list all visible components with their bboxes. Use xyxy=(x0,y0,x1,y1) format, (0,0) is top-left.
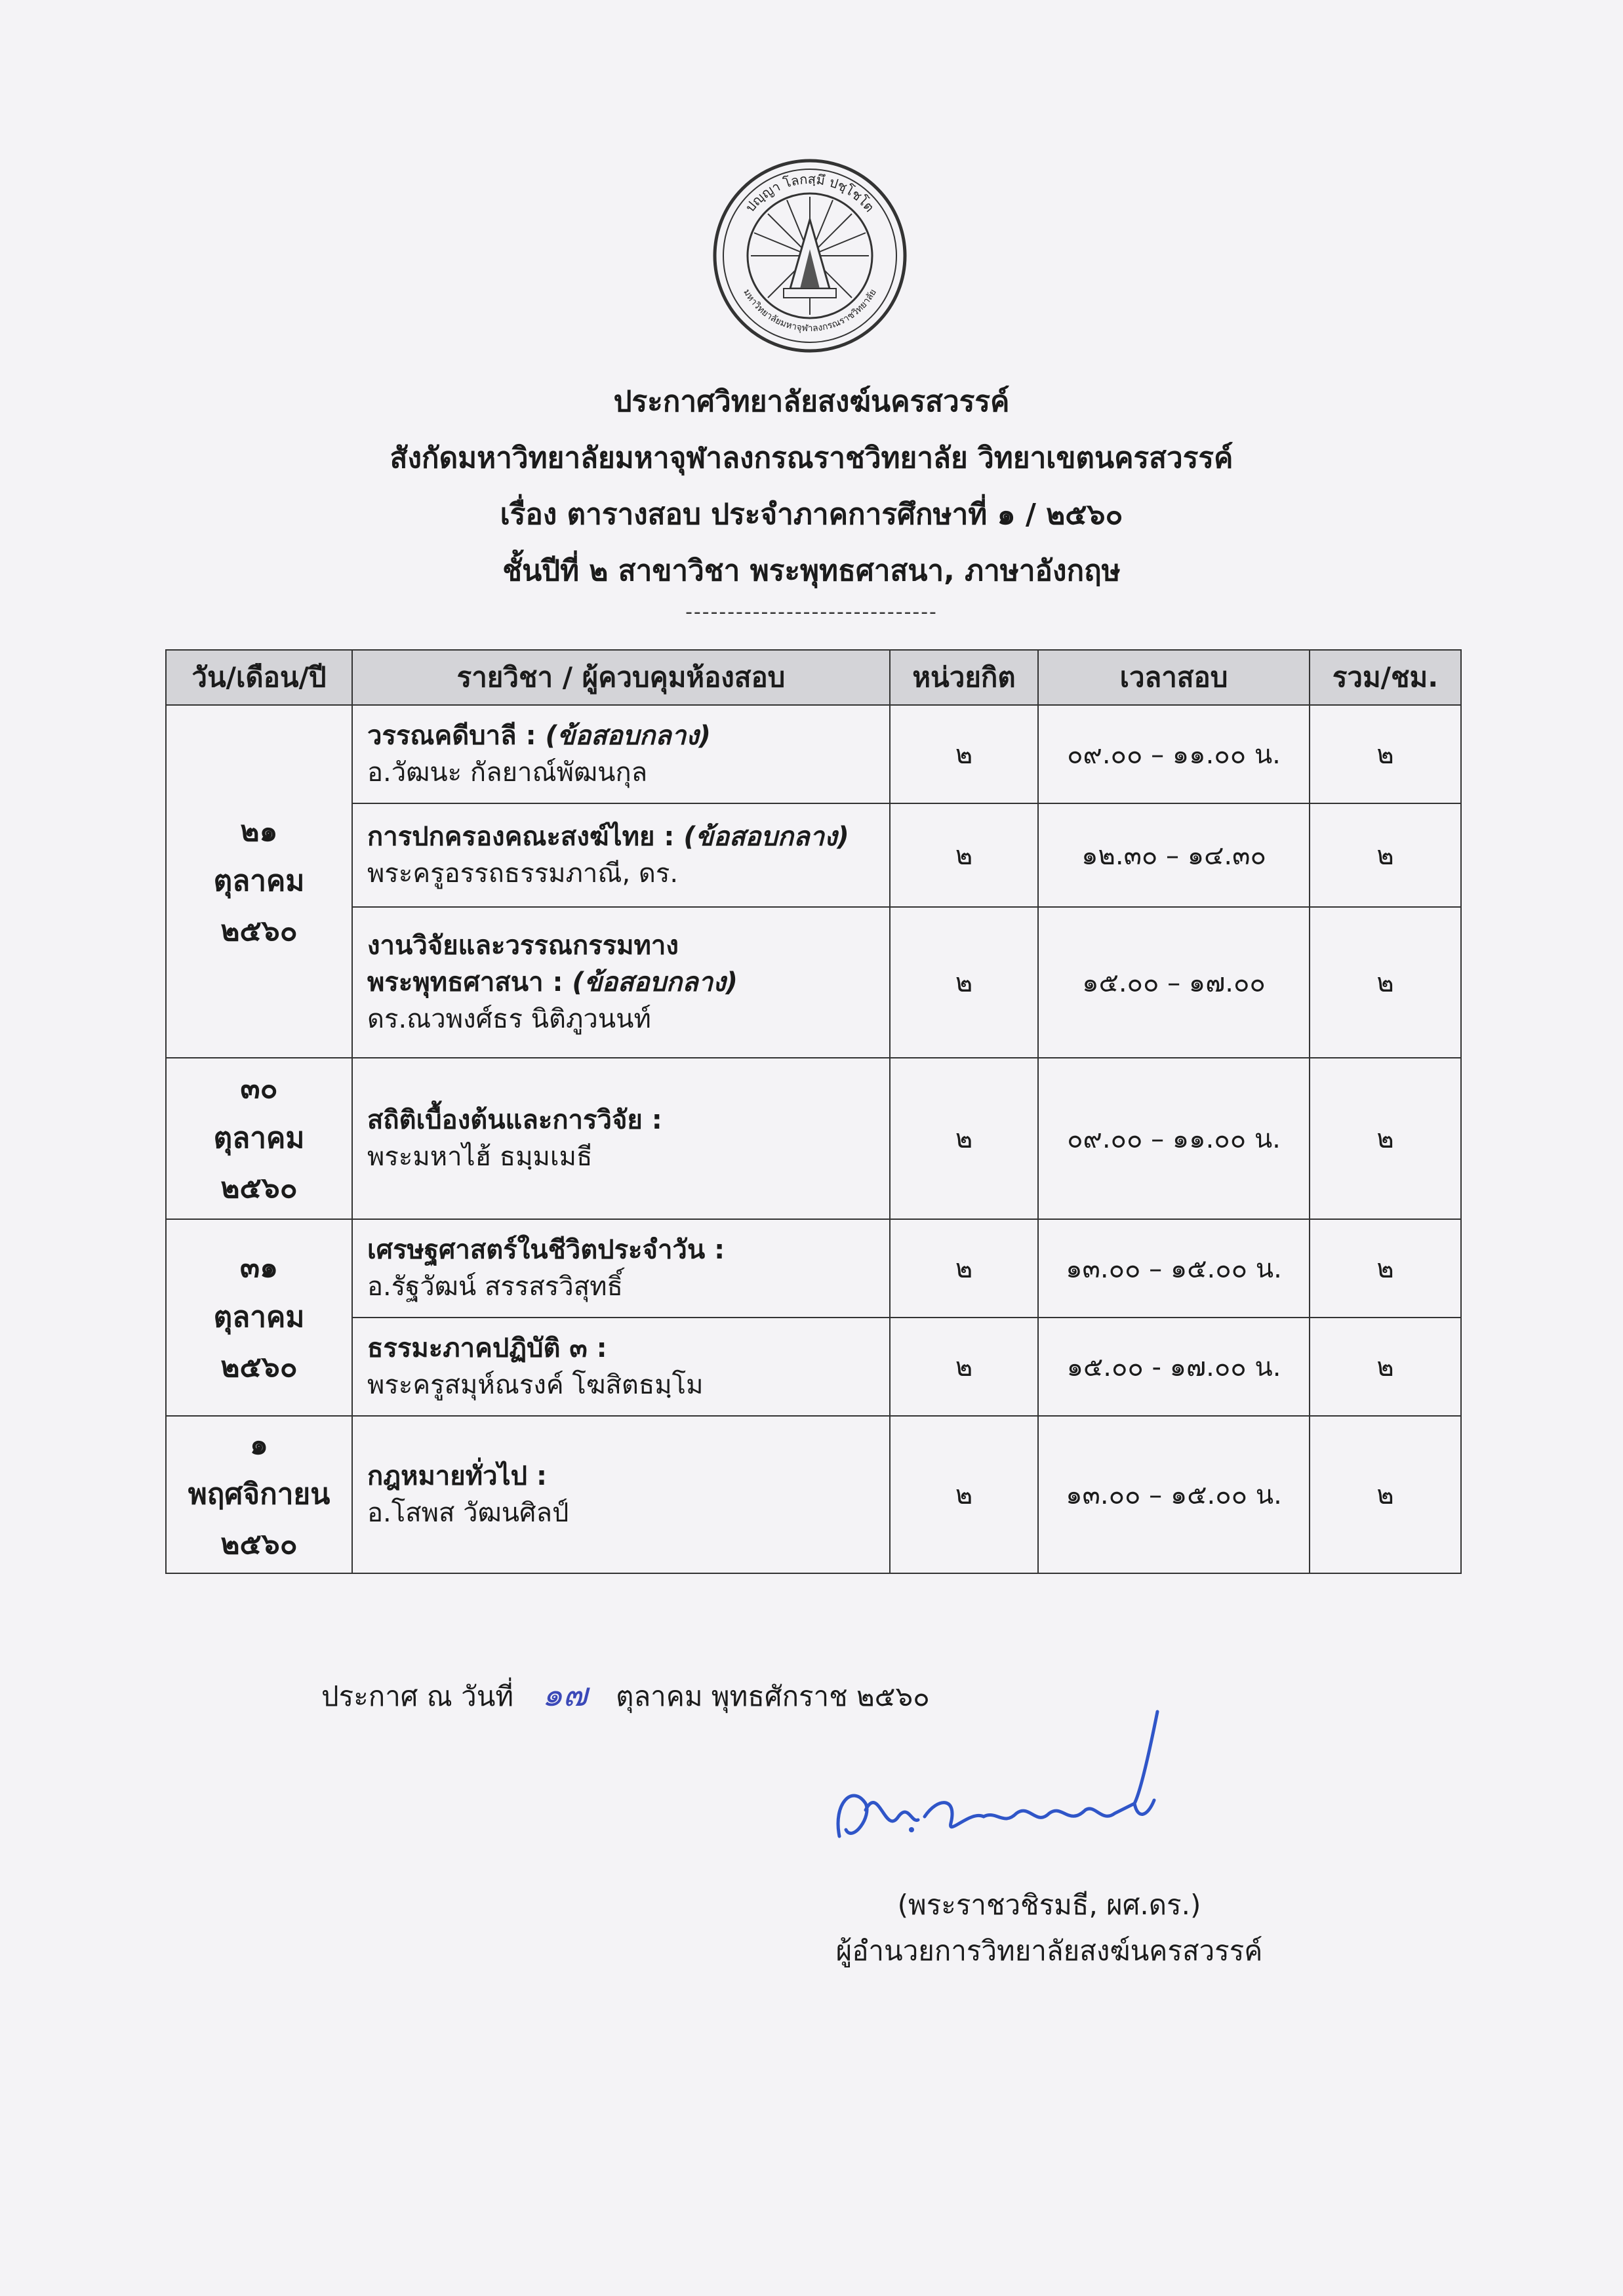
subject-note: (ข้อสอบกลาง) xyxy=(545,721,711,751)
signer-block xyxy=(721,1882,1377,1974)
university-seal xyxy=(711,157,908,354)
col-header-time: เวลาสอบ xyxy=(1038,650,1310,705)
hours-cell: ๒ xyxy=(1310,907,1461,1058)
time-cell: ๑๒.๓๐ – ๑๔.๓๐ xyxy=(1038,803,1310,907)
col-header-credits: หน่วยกิต xyxy=(890,650,1038,705)
date-month: ตุลาคม xyxy=(213,1121,305,1155)
subject-cell xyxy=(352,1416,890,1573)
date-cell xyxy=(166,1416,352,1573)
announce-prefix: ประกาศ ณ วันที่ xyxy=(321,1680,514,1712)
proctor-name: อ.วัฒนะ กัลยาณ์พัฒนกุล xyxy=(367,757,648,788)
date-day: ๒๑ xyxy=(240,815,278,848)
time-cell: ๑๕.๐๐ – ๑๗.๐๐ xyxy=(1038,907,1310,1058)
signature-image xyxy=(826,1705,1167,1869)
seal-text-bottom: มหาวิทยาลัยมหาจุฬาลงกรณราชวิทยาลัย xyxy=(741,287,879,334)
announce-suffix: ตุลาคม พุทธศักราช ๒๕๖๐ xyxy=(616,1680,930,1712)
subject-note: (ข้อสอบกลาง) xyxy=(683,822,849,852)
proctor-name: อ.รัฐวัฒน์ สรรสรวิสุทธิ์ xyxy=(367,1272,623,1302)
col-header-date: วัน/เดือน/ปี xyxy=(166,650,352,705)
proctor-name: พระมหาไฮ้ ธมฺมเมธี xyxy=(367,1142,593,1172)
table-row xyxy=(166,907,1461,1058)
proctor-name: พระครูอรรถธรรมภาณี, ดร. xyxy=(367,858,679,889)
date-cell xyxy=(166,1219,352,1416)
header-line-1: ประกาศวิทยาลัยสงฆ์นครสวรรค์ xyxy=(613,385,1010,418)
credits-cell: ๒ xyxy=(890,907,1038,1058)
exam-schedule-table xyxy=(165,649,1462,1574)
date-cell xyxy=(166,1058,352,1219)
header-line-3: เรื่อง ตารางสอบ ประจำภาคการศึกษาที่ ๑ / ๒๕๖๐ xyxy=(500,498,1123,531)
announcement-header xyxy=(0,374,1623,626)
signer-name: (พระราชวชิรมธี, ผศ.ดร.) xyxy=(897,1889,1201,1921)
date-year: ๒๕๖๐ xyxy=(220,1171,298,1205)
header-rule: ------------------------------ xyxy=(685,601,938,624)
col-header-hours: รวม/ชม. xyxy=(1310,650,1461,705)
date-cell xyxy=(166,705,352,1058)
date-month: ตุลาคม xyxy=(213,864,305,898)
table-row xyxy=(166,1416,1461,1573)
subject-cell xyxy=(352,1219,890,1318)
subject-cell xyxy=(352,1318,890,1416)
credits-cell: ๒ xyxy=(890,1219,1038,1318)
time-cell: ๐๙.๐๐ – ๑๑.๐๐ น. xyxy=(1038,705,1310,803)
subject-cell xyxy=(352,1058,890,1219)
col-header-subject: รายวิชา / ผู้ควบคุมห้องสอบ xyxy=(352,650,890,705)
table-row xyxy=(166,1058,1461,1219)
table-header-row xyxy=(166,650,1461,705)
credits-cell: ๒ xyxy=(890,803,1038,907)
proctor-name: อ.โสพส วัฒนศิลป์ xyxy=(367,1498,569,1528)
subject-cell xyxy=(352,705,890,803)
hours-cell: ๒ xyxy=(1310,1416,1461,1573)
subject-name-cont: พระพุทธศาสนา : xyxy=(367,967,572,997)
subject-note: (ข้อสอบกลาง) xyxy=(572,967,738,997)
credits-cell: ๒ xyxy=(890,705,1038,803)
hours-cell: ๒ xyxy=(1310,803,1461,907)
date-day: ๓๑ xyxy=(239,1251,278,1284)
date-year: ๒๕๖๐ xyxy=(220,914,298,948)
time-cell: ๐๙.๐๐ – ๑๑.๐๐ น. xyxy=(1038,1058,1310,1219)
subject-cell xyxy=(352,907,890,1058)
subject-cell xyxy=(352,803,890,907)
signer-title: ผู้อำนวยการวิทยาลัยสงฆ์นครสวรรค์ xyxy=(835,1935,1263,1967)
credits-cell: ๒ xyxy=(890,1318,1038,1416)
hours-cell: ๒ xyxy=(1310,1219,1461,1318)
date-month: พฤศจิกายน xyxy=(188,1478,331,1511)
credits-cell: ๒ xyxy=(890,1058,1038,1219)
table-row xyxy=(166,803,1461,907)
proctor-name: ดร.ณวพงศ์ธร นิติภูวนนท์ xyxy=(367,1004,651,1034)
table-row xyxy=(166,1318,1461,1416)
subject-name: งานวิจัยและวรรณกรรมทาง xyxy=(367,931,679,961)
subject-name: การปกครองคณะสงฆ์ไทย : xyxy=(367,822,684,852)
table-row xyxy=(166,705,1461,803)
seal-text-top: ปญฺญา โลกสฺมึ ปชฺโชโต xyxy=(742,171,878,215)
subject-name: ธรรมะภาคปฏิบัติ ๓ : xyxy=(367,1333,607,1363)
date-month: ตุลาคม xyxy=(213,1300,305,1334)
header-line-2: สังกัดมหาวิทยาลัยมหาจุฬาลงกรณราชวิทยาลัย วิทยาเขตนครสวรรค์ xyxy=(390,441,1233,475)
table-row xyxy=(166,1219,1461,1318)
hours-cell: ๒ xyxy=(1310,1058,1461,1219)
proctor-name: พระครูสมุห์ณรงค์ โฆสิตธมฺโม xyxy=(367,1370,704,1400)
time-cell: ๑๓.๐๐ – ๑๕.๐๐ น. xyxy=(1038,1416,1310,1573)
time-cell: ๑๓.๐๐ – ๑๕.๐๐ น. xyxy=(1038,1219,1310,1318)
credits-cell: ๒ xyxy=(890,1416,1038,1573)
time-cell: ๑๕.๐๐ - ๑๗.๐๐ น. xyxy=(1038,1318,1310,1416)
hours-cell: ๒ xyxy=(1310,705,1461,803)
header-line-4: ชั้นปีที่ ๒ สาขาวิชา พระพุทธศาสนา, ภาษาอังกฤษ xyxy=(502,554,1121,588)
subject-name: เศรษฐศาสตร์ในชีวิตประจำวัน : xyxy=(367,1235,725,1265)
hours-cell: ๒ xyxy=(1310,1318,1461,1416)
subject-name: กฎหมายทั่วไป : xyxy=(367,1461,547,1491)
subject-name: วรรณคดีบาลี : xyxy=(367,721,546,751)
date-year: ๒๕๖๐ xyxy=(220,1527,298,1561)
announce-day-handwritten: ๑๗ xyxy=(542,1676,588,1714)
date-day: ๑ xyxy=(250,1428,268,1461)
subject-name: สถิติเบื้องต้นและการวิจัย : xyxy=(367,1105,662,1135)
date-year: ๒๕๖๐ xyxy=(220,1350,298,1384)
date-day: ๓๐ xyxy=(240,1072,278,1105)
